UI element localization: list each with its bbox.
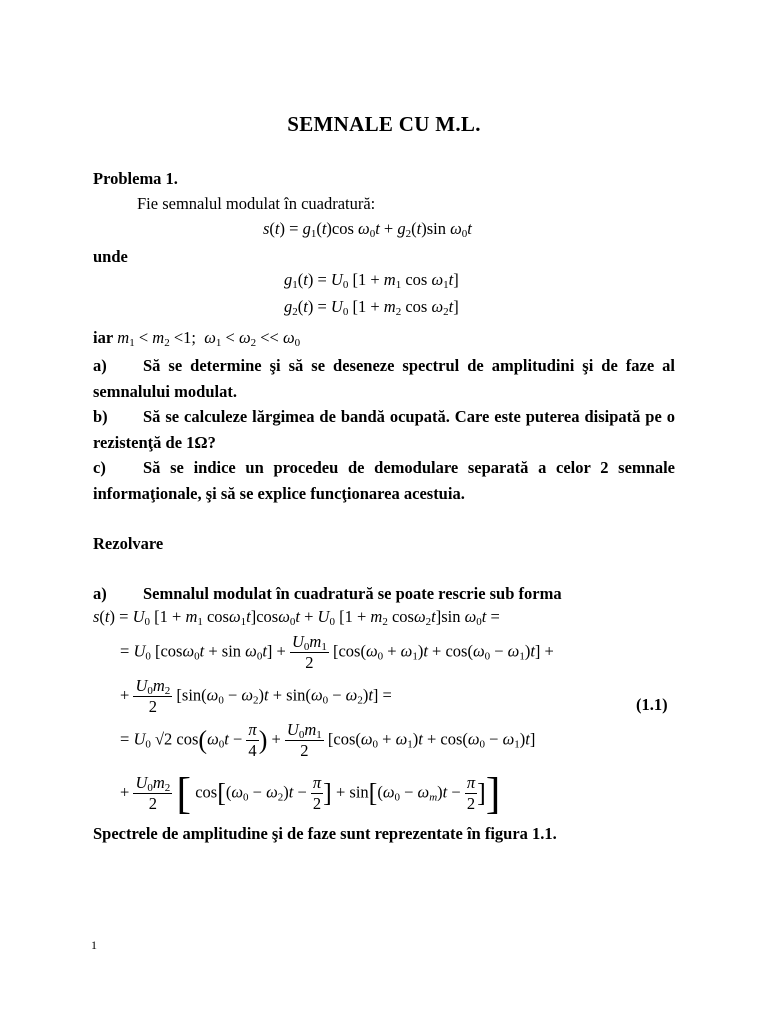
item-c [93, 455, 675, 507]
item-c-label: c) [93, 458, 106, 477]
solution-heading: Rezolvare [93, 534, 164, 553]
unde-label: unde [93, 247, 128, 266]
equation-g1: $g_1(t) = U_0$ [$1 + m_1$ $\cos \omega_1t$] [284, 270, 459, 291]
item-a-label: a) [93, 356, 107, 375]
closing-sentence: Spectrele de amplitudine şi de faze sunt reprezentate în figura 1.1. [93, 824, 557, 843]
item-b [93, 404, 675, 456]
condition-line: iar $m_1 < m_2 <1$; $\omega_1 < \omega_2 << \omega_0$ [93, 328, 301, 349]
equation-g2: $g_2(t) = U_0$ [$1 + m_2$ $\cos \omega_2t$] [284, 297, 459, 318]
equation-number: (1.1) [636, 695, 668, 714]
item-a [93, 353, 675, 405]
item-c-text: Să se indice un procedeu de demodulare separată a celor 2 semnale informaţionale, şi să se explice funcţionarea acestuia. [93, 458, 675, 503]
iar-label: iar [93, 328, 114, 347]
item-b-label: b) [93, 407, 108, 426]
solution-a-line [93, 581, 562, 607]
page-title: SEMNALE CU M.L. [287, 112, 481, 136]
derivation-line-3: + $\frac{U_0m_2}{2}$ $[\sin(\omega_0 - \omega_2)t + \sin(\omega_0 - \omega_2)t]$ = [120, 676, 392, 716]
problem-heading: Problema 1. [93, 169, 178, 188]
derivation-line-1: $s(t) = U_0$ [$1 + m_1$ $\cos\omega_1t]\cos\omega_0t + U_0$ [$1 + m_2$ cosω$_2$t]sin $\omega_0t$ = [93, 607, 500, 628]
derivation-line-5: + $\frac{U_0m_2}{2}$ [ $\cos[(\omega_0 - \omega_2)t$ − $\frac{\pi}{2}$ ] + $\sin[(\omega_0 - \omega_m)t$ − $\frac{\pi}{2}$ ]] [120, 769, 501, 818]
item-b-text: Să se calculeze lărgimea de bandă ocupată. Care este puterea disipată pe o rezistenţă de 1Ω? [93, 407, 675, 452]
solution-a-label: a) [93, 584, 107, 603]
page-number: 1 [91, 938, 97, 952]
solution-a-text: Semnalul modulat în cuadratură se poate rescrie sub forma [143, 584, 562, 603]
derivation-line-2: = $U_0$ $[\cos\omega_0t + \sin \omega_0t]$ + $\frac{U_0m_1}{2}$ $[\cos(\omega_0 + \omega_1)t + \cos(\omega_0 - \omega_1)t]$ + [120, 632, 554, 672]
equation-signal: $s(t) = g_1(t)\cos$ $\omega_0t + g_2(t)\sin$ $\omega_0t$ [263, 219, 472, 240]
problem-intro: Fie semnalul modulat în cuadratură: [137, 194, 376, 213]
derivation-line-4: = $U_0$ √2 $\cos(\omega_0t$ − $\frac{\pi}{4}$ ) + $\frac{U_0m_1}{2}$ $[\cos(\omega_0 + \omega_1)t + \cos(\omega_0 - \omega_1)t]$ [120, 720, 536, 760]
item-a-text: Să se determine şi să se deseneze spectrul de amplitudini şi de faze al semnalului modulat. [93, 356, 675, 401]
